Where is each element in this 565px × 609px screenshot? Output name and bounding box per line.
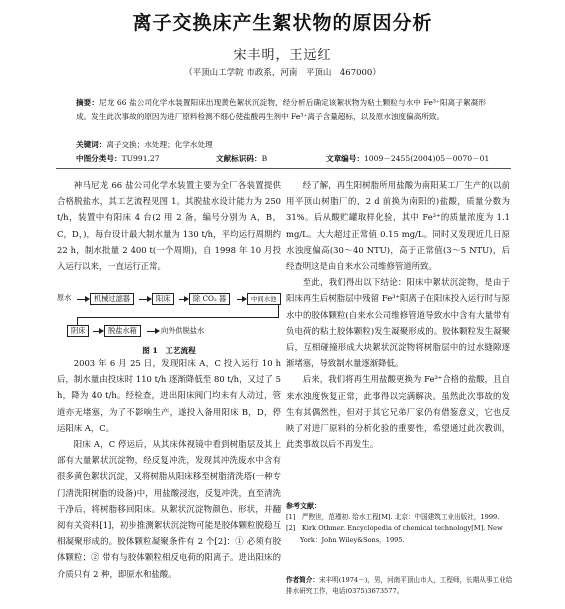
classification-line [76, 153, 496, 164]
reference-item: [1] 严煦世，范瑾初. 给水工程[M]. 北京：中国建筑工业出版社，1999. [286, 513, 500, 522]
author-info-label: 作者简介： [286, 576, 319, 584]
right-column [286, 177, 510, 452]
paragraph: 2003 年 6 月 25 日，发现阳床 A，C 投入运行 10 h 后，制水量由投床时 110 t/h 逐渐降低至 80 t/h，又过了 5 h，降为 40 t/h。经检查，进出阳床阀门均未有人动过，管道亦无堵塞，为了不影响生产，遂投入备用阳床 B，D，停运阳床 A，C。 [57, 358, 281, 433]
co2-remover-box: 除 CO₂ 器 [189, 293, 230, 305]
author-info-text: 宋丰明(1974－)，男，河南平顶山市人，工程师，长期从事工业给排水研究工作，电话(0375)3673577。 [286, 576, 513, 596]
reference-item: [2] Kirk Othmer. Encyclopedia of chemical technology[M]. New York：John Wiley&Sons，1995. [286, 524, 503, 544]
doc-code-value: B [261, 154, 268, 163]
cation-bed-box: 阳床 [152, 293, 174, 305]
references [286, 500, 514, 546]
author-affiliation: （平顶山工学院 市政系，河南 平顶山 467000） [184, 68, 381, 78]
clc-label: 中图分类号： [76, 154, 122, 163]
references-title: 参考文献： [286, 501, 321, 510]
paragraph: 阳床 A，C 停运后，从其床体视镜中看到树脂层及其上部有大量絮状沉淀物，经反复冲洗，发现其冲洗废水中含有很多黄色絮状沉淀，又将树脂从阳床移至树脂清洗塔(一种专门清洗阳树脂的设备)中，用盐酸浸泡，反复冲洗，直至清洗干净后，将树脂移回阳床。从絮状沉淀物颜色、形状，并翻阅有关资料[1]，初步推测絮状沉淀物可能是胶体颗粒脱稳互相凝聚形成的。胶体颗粒凝聚条件有 2 个[2]：① 必须有胶体颗粒；② 带有与胶体颗粒相反电荷的阳离子。进出阳床的介质只有 2 种，即原水和盐酸。 [57, 439, 281, 579]
figure-caption: 图 1 工艺流程 [142, 346, 196, 355]
article-id-label: 文章编号： [326, 154, 364, 163]
keywords-text: 离子交换；水处理；化学水处理 [106, 140, 213, 149]
abstract [76, 96, 486, 123]
paragraph: 经了解，再生阳树脂所用盐酸为南阳某工厂生产的(以前用平顶山树脂厂的，2 d 前换为南阳的)盐酸，质量分数为 31%。后从酸贮罐取样化验，其中 Fe³⁺的质量浓度为 1.1 mg/L。大大超过正常值 0.15 mg/L。同时又发现近几日原水浊度偏高(30～40 NTU)，高于正常值(3～5 NTU)，后经查明这是由自来水公司维修管道所致。 [286, 180, 510, 272]
keywords-label: 关键词： [76, 140, 107, 149]
desalted-water-tank-box: 脱盐水箱 [104, 325, 141, 337]
article-id-value: 1009－2455(2004)05－0070－01 [363, 154, 490, 163]
intermediate-tank-box: 中间水池 [247, 293, 281, 305]
paragraph: 至此，我们得出以下结论：阳床中絮状沉淀物，是由于阳床再生后树脂层中残留 Fe³⁺阳离子在阳床投入运行时与原水中的胶体颗粒(自来水公司维修管道导致水中含有大量带有负电荷的粘土胶体颗粒)发生凝聚形成的。胶体颗粒发生凝聚后，互相碰撞形成大块絮状沉淀物将树脂层中的过水缝隙逐渐堵塞，导致制水量逐渐降低。 [286, 277, 510, 369]
arrow-icon [155, 328, 160, 334]
mechanical-filter-box: 机械过滤器 [90, 293, 134, 305]
anion-bed-box: 阴床 [67, 325, 89, 337]
header-divider [56, 168, 511, 169]
keywords [76, 139, 486, 150]
abstract-text: 尼龙 66 盐公司化学水装置阳床出现黄色絮状沉淀物，经分析后确定该絮状物为粘土颗粒与水中 Fe³⁺阳离子絮凝形成。发生此次事故的原因为进厂原料检测不细心使盐酸再生剂中 Fe³⁺离子含量超标，以及原水浊度偏高所致。 [76, 98, 486, 121]
paragraph: 神马尼龙 66 盐公司化学水装置主要为全厂各装置提供合格脱盐水，其工艺流程见图 1。其脱盐水设计能力为 250 t/h，装置中有阳床 4 台(2 用 2 备，编号分别为 A，B，C，D，)，每台设计最大制水量为 130 t/h，平均运行周期约 22 h，制水批量 2 400 t(一个周期)，自 1998 年 10 月投入运行以来，一直运行正常。 [57, 180, 281, 272]
clc-value: TU991.27 [121, 154, 160, 163]
left-column-continued [57, 355, 281, 582]
author-info [286, 575, 514, 597]
doc-code-label: 文献标识码： [216, 154, 262, 163]
abstract-label: 摘要： [76, 98, 100, 107]
left-column [57, 177, 281, 274]
article-authors: 宋丰明，王远红 [233, 48, 332, 63]
paragraph: 后来，我们将再生用盐酸更换为 Fe³⁺合格的盐酸，且自来水浊度恢复正常，此事得以完满解决。虽然此次事故的发生有其偶然性，但对于其它兄弟厂家仍有借鉴意义，它也反映了对进厂原料的分析化验的重要性，希望通过此次教训，此类事故以后不再发生。 [286, 374, 510, 450]
process-flow-diagram [57, 290, 281, 344]
external-supply-label: 向外供脱盐水 [161, 326, 205, 335]
flow-line [278, 305, 279, 317]
flow-line [77, 317, 279, 318]
article-title: 离子交换床产生絮状物的原因分析 [132, 12, 433, 34]
flow-line [77, 317, 78, 325]
raw-water-label: 原水 [57, 293, 72, 302]
